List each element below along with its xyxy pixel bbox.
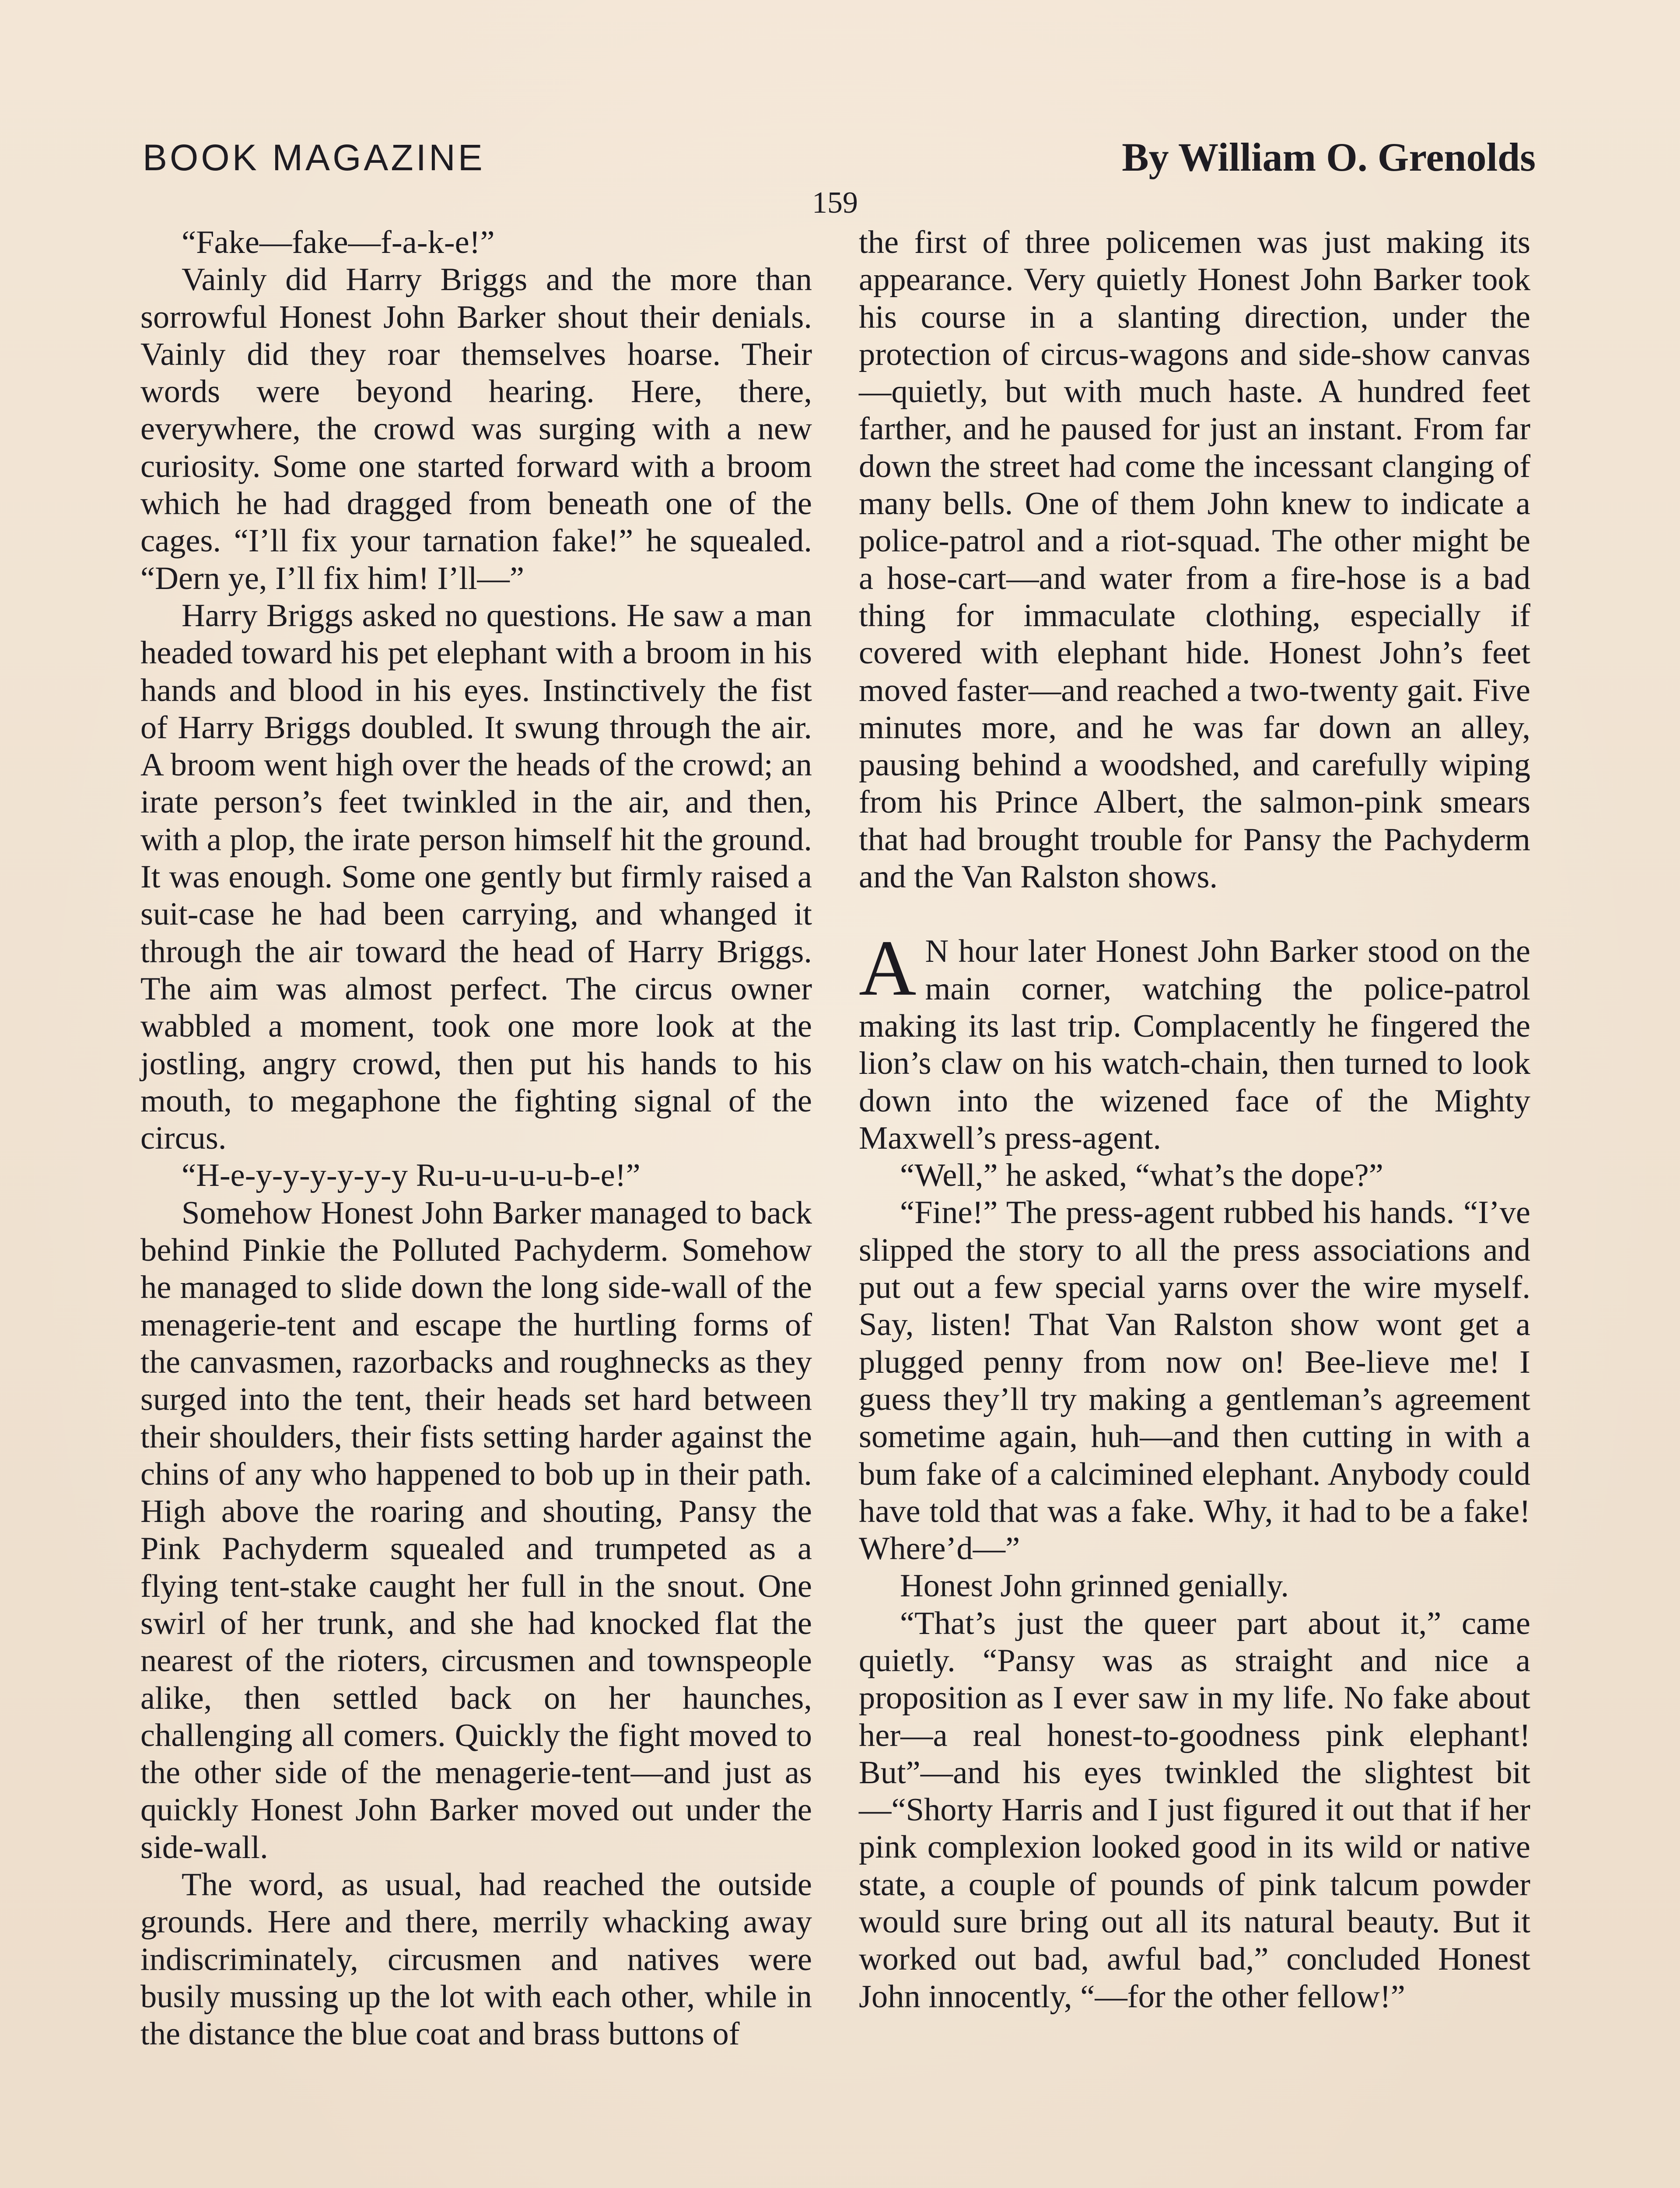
paragraph: Harry Briggs asked no questions. He saw a man headed toward his pet elephant with a broom in his hands and blood in his eyes. Instinctively the fist of Harry Briggs doubled. It swung through the air. A broom went high over the heads of the crowd; an irate person’s feet twinkled in the air, and then, with a plop, the irate person himself hit the ground. It was enough. Some one gently but firmly raised a suit-case he had been carrying, and whanged it through the air toward the head of Harry Briggs. The aim was almost perfect. The circus owner wabbled a moment, took one more look at the jostling, angry crowd, then put his hands to his mouth, to megaphone the fighting signal of the circus. [140, 597, 812, 1157]
magazine-title: BOOK MAGAZINE [143, 137, 485, 178]
drop-cap: A [859, 924, 917, 1013]
right-column [859, 224, 1530, 2016]
paragraph: Somehow Honest John Barker managed to back behind Pinkie the Polluted Pachyderm. Somehow he managed to slide down the long side-wall of the menagerie-tent and escape the hurtling forms of the canvasmen, razorbacks and roughnecks as they surged into the tent, their heads set hard between their shoulders, their fists setting harder against the chins of any who happened to bob up in their path. High above the roaring and shouting, Pansy the Pink Pachyderm squealed and trumpeted as a flying tent-stake caught her full in the snout. One swirl of her trunk, and she had knocked flat the nearest of the rioters, circusmen and townspeople alike, then settled back on her haunches, challenging all comers. Quickly the fight moved to the other side of the menagerie-tent—and just as quickly Honest John Barker moved out under the side-wall. [140, 1195, 812, 1865]
paragraph: “H-e-y-y-y-y-y-y Ru-u-u-u-u-b-e!” [182, 1157, 640, 1194]
paragraph-text: N hour later Honest John Barker stood on the main corner, watching the police-patrol making its last trip. Complacently he fingered the lion’s claw on his watch-chain, then turned to look down into the wizened face of the Mighty Maxwell’s press-agent. [859, 933, 1530, 1156]
paragraph: Honest John grinned genially. [900, 1568, 1289, 1604]
paragraph: Vainly did Harry Briggs and the more than sorrowful Honest John Barker shout their denials. Vainly did they roar themselves hoarse. Their words were beyond hearing. Here, there, everywhere, the crowd was surging with a new curiosity. Some one started forward with a broom which he had dragged from beneath one of the cages. “I’ll fix your tarnation fake!” he squealed. “Dern ye, I’ll fix him! I’ll—” [140, 262, 812, 596]
paragraph: The word, as usual, had reached the outside grounds. Here and there, merrily whacking away indiscriminately, circusmen and natives were busily mussing up the lot with each other, while in the distance the blue coat and brass buttons of [140, 1867, 812, 2052]
paragraph: “That’s just the queer part about it,” came quietly. “Pansy was as straight and nice a proposition as I ever saw in my life. No fake about her—a real honest-to-goodness pink elephant! But”—and his eyes twinkled the slightest bit—“Shorty Harris and I just figured it out that if her pink complexion looked good in its wild or native state, a couple of pounds of pink talcum powder would sure bring out all its natural beauty. But it worked out bad, awful bad,” concluded Honest John innocently, “—for the other fellow!” [859, 1605, 1530, 2015]
paragraph: the first of three policemen was just making its appearance. Very quietly Honest John Barker took his course in a slanting direction, under the protection of circus-wagons and side-show canvas—quietly, but with much haste. A hundred feet farther, and he paused for just an instant. From far down the street had come the incessant clanging of many bells. One of them John knew to indicate a police-patrol and a riot-squad. The other might be a hose-cart—and water from a fire-hose is a bad thing for immaculate clothing, especially if covered with elephant hide. Honest John’s feet moved faster—and reached a two-twenty gait. Five minutes more, and he was far down an alley, pausing behind a woodshed, and carefully wiping from his Prince Albert, the salmon-pink smears that had brought trouble for Pansy the Pachyderm and the Van Ralston shows. [859, 224, 1530, 895]
left-column [140, 224, 812, 2053]
section-paragraph [859, 924, 1530, 1157]
paragraph: “Fine!” The press-agent rubbed his hands. “I’ve slipped the story to all the press associations and put out a few special yarns over the wire myself. Say, listen! That Van Ralston show wont get a plugged penny from now on! Bee-lieve me! I guess they’ll try making a gentleman’s agreement sometime again, huh—and then cutting in with a bum fake of a calcimined elephant. Anybody could have told that was a fake. Why, it had to be a fake! Where’d—” [859, 1195, 1530, 1567]
page-number: 159 [812, 186, 858, 220]
author-byline: By William O. Grenolds [1122, 135, 1536, 179]
paragraph: “Fake—fake—f-a-k-e!” [182, 224, 495, 260]
paragraph: “Well,” he asked, “what’s the dope?” [900, 1157, 1383, 1194]
